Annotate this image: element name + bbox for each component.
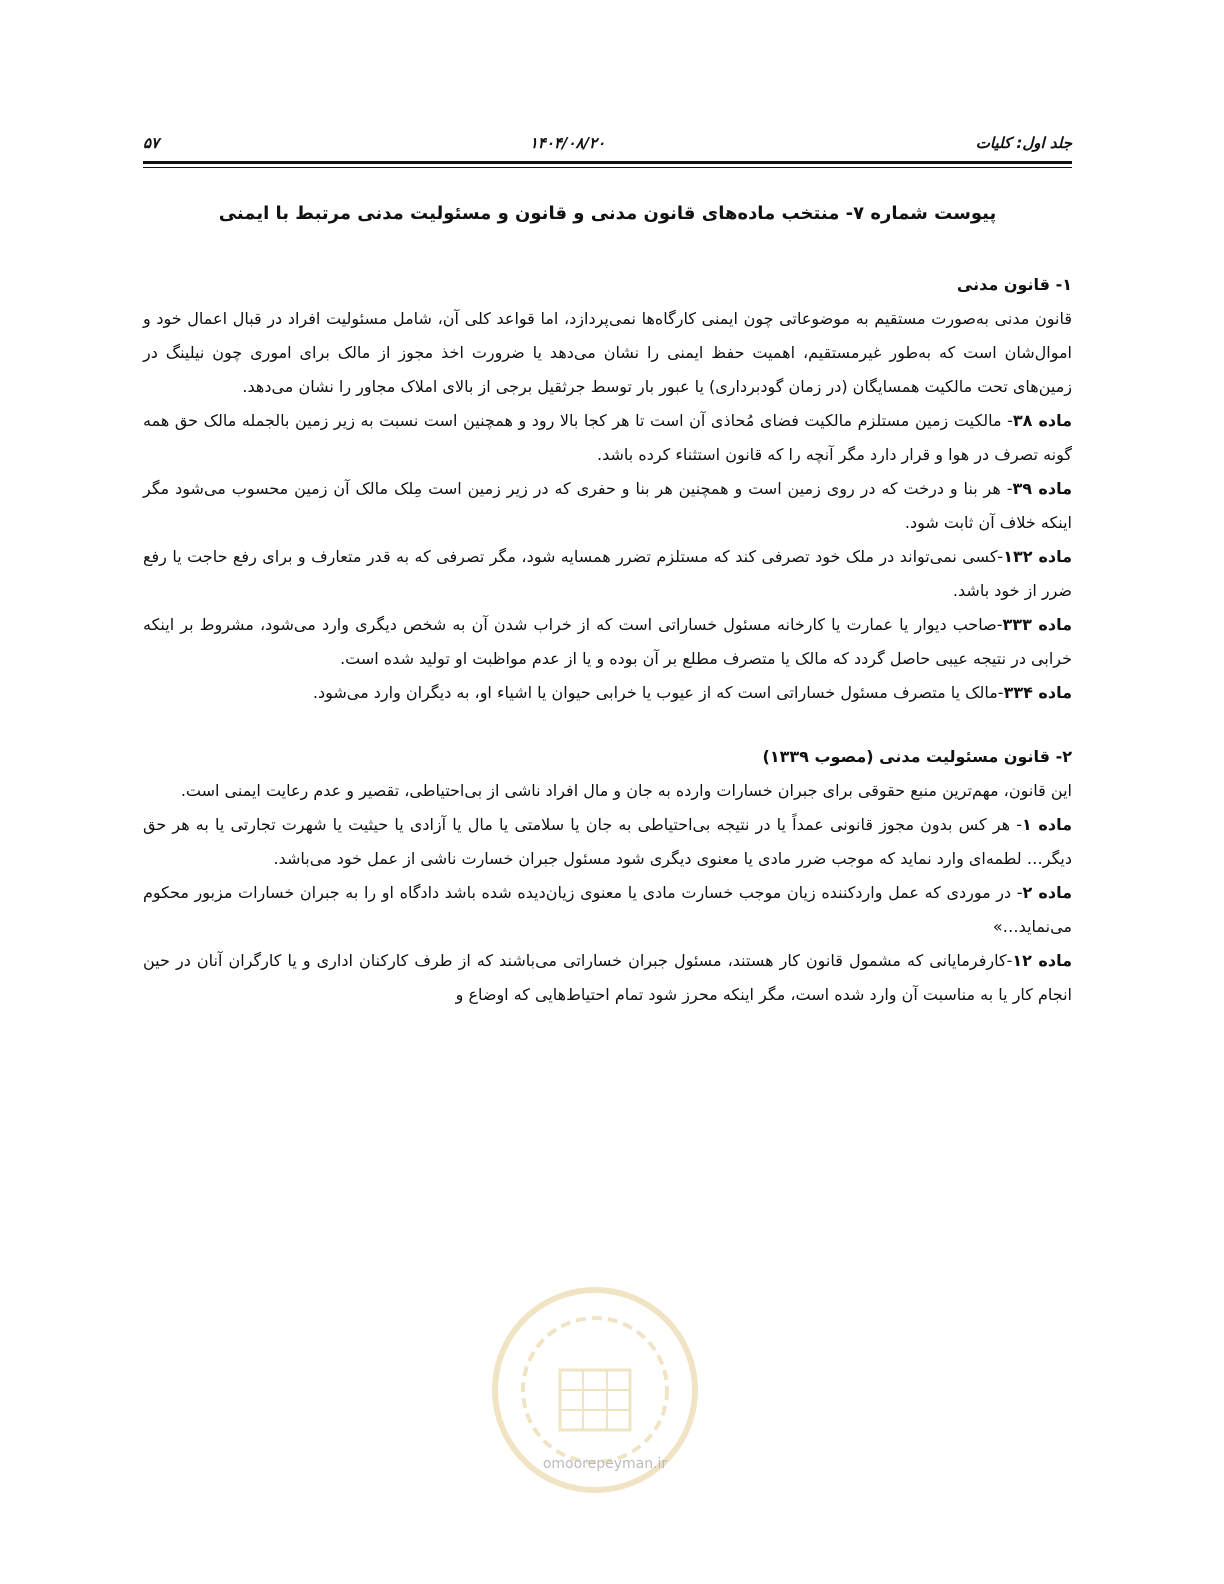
section-intro-civil-liability: این قانون، مهم‌ترین منبع حقوقی برای جبران خسارات وارده به جان و مال افراد ناشی از بی‌احتیاطی، تقصیر و عدم رعایت ایمنی است. — [180, 781, 1072, 800]
page-number: ۵۷ — [143, 134, 160, 152]
article-paragraph — [143, 808, 1072, 876]
article-paragraph — [143, 404, 1072, 472]
article-label: ماده ۳۸ — [1012, 411, 1073, 430]
article-label: ماده ۱۳۲ — [1003, 547, 1073, 566]
section-heading-civil-law: ۱- قانون مدنی — [956, 275, 1072, 294]
article-text: -کسی نمی‌تواند در ملک خود تصرفی کند که مستلزم تضرر همسایه شود، مگر تصرفی که به قدر متعارف و برای رفع حاجت یا رفع ضرر از خود باشد. — [143, 547, 1072, 600]
article-paragraph — [143, 540, 1072, 608]
article-paragraph — [143, 608, 1072, 676]
article-paragraph — [143, 944, 1072, 1012]
header-rule-thin — [143, 167, 1072, 168]
article-paragraph — [143, 676, 1072, 710]
article-label: ماده ۳۹ — [1012, 479, 1072, 498]
appendix-title: پیوست شماره ۷- منتخب ماده‌های قانون مدنی و قانون و مسئولیت مدنی مرتبط با ایمنی — [218, 203, 997, 224]
volume-title: جلد اول: کلیات — [975, 134, 1072, 152]
article-paragraph — [143, 472, 1072, 540]
watermark-url: omoorepeyman.ir — [542, 1456, 668, 1472]
watermark-building — [560, 1370, 630, 1430]
article-text: -صاحب دیوار یا عمارت یا کارخانه مسئول خساراتی است که از خراب شدن آن به شخص دیگری وارد می‌شود، مشروط بر اینکه خرابی در نتیجه عیبی حاصل گردد که مالک یا متصرف مطلع بر آن بوده و یا از عدم مواظبت او تولید شده است. — [143, 615, 1072, 668]
article-label: ماده ۲ — [1022, 883, 1072, 902]
article-text: - هر بنا و درخت که در روی زمین است و همچنین هر بنا و حفری که در زیر زمین است مِلک مالک آن زمین محسوب می‌شود مگر اینکه خلاف آن ثابت شود. — [143, 479, 1072, 532]
article-text: -مالک یا متصرف مسئول خساراتی است که از عیوب یا خرابی حیوان یا اشیاء او، به دیگران وارد می‌شود. — [312, 683, 1004, 702]
section-spacer — [143, 710, 1072, 740]
article-label: ماده ۱ — [1022, 815, 1073, 834]
article-text: - مالکیت زمین مستلزم مالکیت فضای مُحاذی آن است تا هر کجا بالا رود و همچنین است نسبت به زیر زمین بالجمله مالک حق همه گونه تصرف در هوا و قرار دارد مگر آنچه را که قانون استثناء کرده باشد. — [143, 411, 1072, 464]
section-heading-civil-liability: ۲- قانون مسئولیت مدنی (مصوب ۱۳۳۹) — [762, 747, 1072, 766]
article-label: ماده ۱۲ — [1012, 951, 1073, 970]
article-label: ماده ۳۳۴ — [1003, 683, 1072, 702]
header-date: ۱۴۰۴/۰۸/۲۰ — [529, 134, 606, 152]
document-body — [143, 268, 1072, 1012]
article-paragraph — [143, 876, 1072, 944]
article-label: ماده ۳۳۳ — [1002, 615, 1072, 634]
article-text: - در موردی که عمل واردکننده زیان موجب خسارت مادی یا معنوی زیان‌دیده شده باشد دادگاه او را به جبران خسارات مزبور محکوم می‌نماید…» — [143, 883, 1072, 936]
header-rule-thick — [143, 161, 1072, 164]
section-intro-civil-law: قانون مدنی به‌صورت مستقیم به موضوعاتی چون ایمنی کارگاه‌ها نمی‌پردازد، اما قواعد کلی آن، شامل مسئولیت افراد در قبال اعمال خود و اموال‌شان است که به‌طور غیرمستقیم، اهمیت حفظ ایمنی را نشان می‌دهد یا ضرورت اخذ مجوز از مالک برای اموری چون نیلینگ در زمین‌های تحت مالکیت همسایگان (در زمان گودبرداری) یا عبور بار توسط جرثقیل برجی از بالای املاک مجاور را نشان می‌دهد. — [143, 309, 1072, 396]
page-header — [143, 128, 1072, 158]
article-text: -کارفرمایانی که مشمول قانون کار هستند، مسئول جبران خساراتی می‌باشند که از طرف کارکنان اداری و یا کارگران آنان در حین انجام کار یا به مناسبت آن وارد شده است، مگر اینکه محرز شود تمام احتیاط‌هایی که اوضاع و — [143, 951, 1072, 1004]
article-text: - هر کس بدون مجوز قانونی عمداً یا در نتیجه بی‌احتیاطی به جان یا سلامتی یا مال یا آزادی یا حیثیت یا شهرت تجارتی یا به هر حق دیگر… لطمه‌ای وارد نماید که موجب ضرر مادی یا معنوی دیگری شود مسئول جبران خسارت ناشی از عمل خود می‌باشد. — [143, 815, 1072, 868]
